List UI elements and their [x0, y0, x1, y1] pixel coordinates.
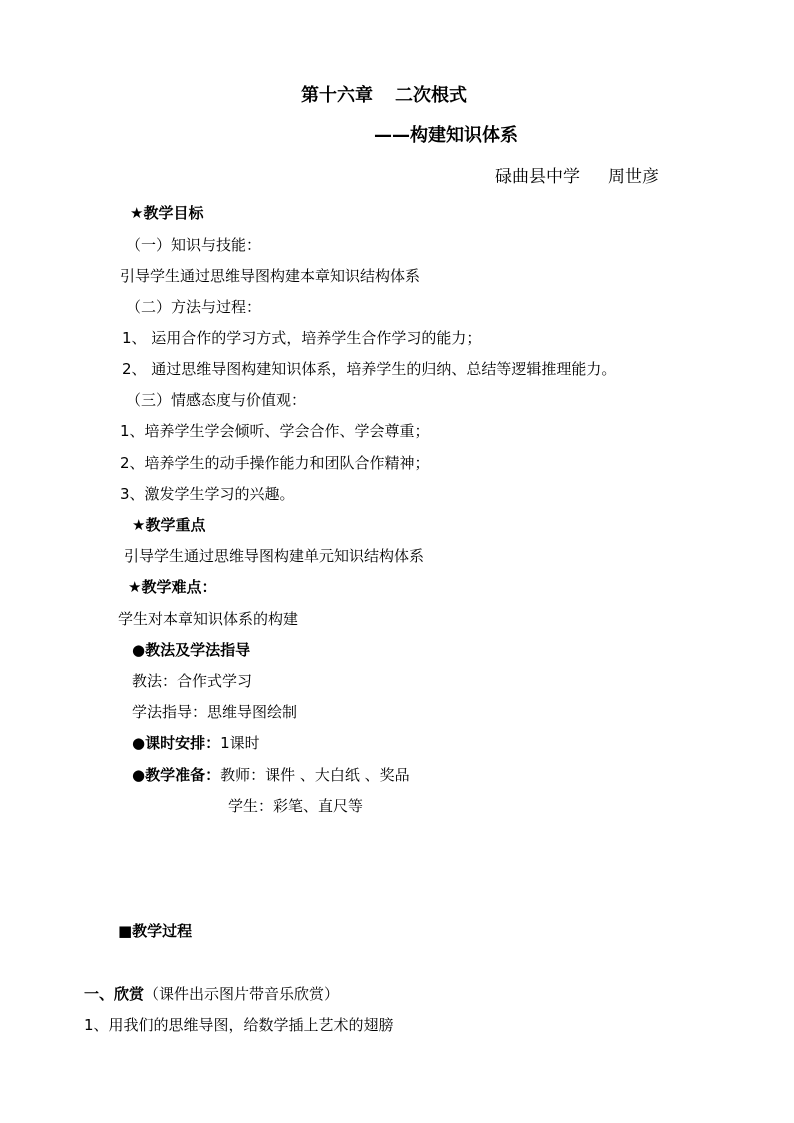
- schedule-line: [132, 733, 260, 753]
- key-point-heading: ★教学重点: [132, 516, 206, 534]
- emotion-heading: （三）情感态度与价值观：: [126, 391, 307, 409]
- section1-line: [84, 984, 339, 1004]
- emotion-item: 1、培养学生学会倾听、学会合作、学会尊重；: [120, 422, 430, 440]
- preparation-teacher: 教师：课件 、大白纸 、奖品: [220, 766, 410, 784]
- process-heading: ■教学过程: [118, 922, 193, 940]
- preparation-line: [132, 765, 410, 785]
- chapter-label: 第十六章: [301, 85, 373, 106]
- author-name: 周世彦: [608, 167, 659, 187]
- author-line: [495, 166, 659, 188]
- section1-note: （课件出示图片带音乐欣赏）: [144, 985, 340, 1003]
- learning-method: 学法指导：思维导图绘制: [132, 703, 298, 721]
- emotion-item: 3、激发学生学习的兴趣。: [120, 485, 295, 503]
- method-item: 2、 通过思维导图构建知识体系，培养学生的归纳、总结等逻辑推理能力。: [122, 360, 617, 378]
- school-name: 碌曲县中学: [495, 167, 580, 187]
- schedule-value: 1课时: [220, 734, 260, 752]
- teaching-method: 教法：合作式学习: [132, 672, 253, 690]
- method-item: 1、 运用合作的学习方式，培养学生合作学习的能力；: [122, 329, 482, 347]
- chapter-topic: 二次根式: [395, 85, 467, 106]
- emotion-item: 2、培养学生的动手操作能力和团队合作精神；: [120, 454, 430, 472]
- preparation-label: ●教学准备：: [132, 766, 221, 784]
- preparation-student: 学生：彩笔、直尺等: [228, 797, 364, 815]
- methods-heading: ●教法及学法指导: [132, 641, 251, 659]
- knowledge-text: 引导学生通过思维导图构建本章知识结构体系: [120, 267, 421, 285]
- objectives-heading: ★教学目标: [130, 204, 204, 222]
- page-title: [301, 84, 467, 108]
- method-heading: （二）方法与过程：: [126, 298, 262, 316]
- section1-label: 一、欣赏: [84, 985, 145, 1003]
- difficulty-heading: ★教学难点：: [128, 578, 217, 596]
- page-subtitle: ——构建知识体系: [374, 125, 518, 146]
- schedule-label: ●课时安排：: [132, 734, 221, 752]
- knowledge-heading: （一）知识与技能：: [126, 236, 262, 254]
- key-point-text: 引导学生通过思维导图构建单元知识结构体系: [124, 547, 425, 565]
- difficulty-text: 学生对本章知识体系的构建: [118, 610, 299, 628]
- section1-item: 1、用我们的思维导图，给数学插上艺术的翅膀: [84, 1016, 394, 1034]
